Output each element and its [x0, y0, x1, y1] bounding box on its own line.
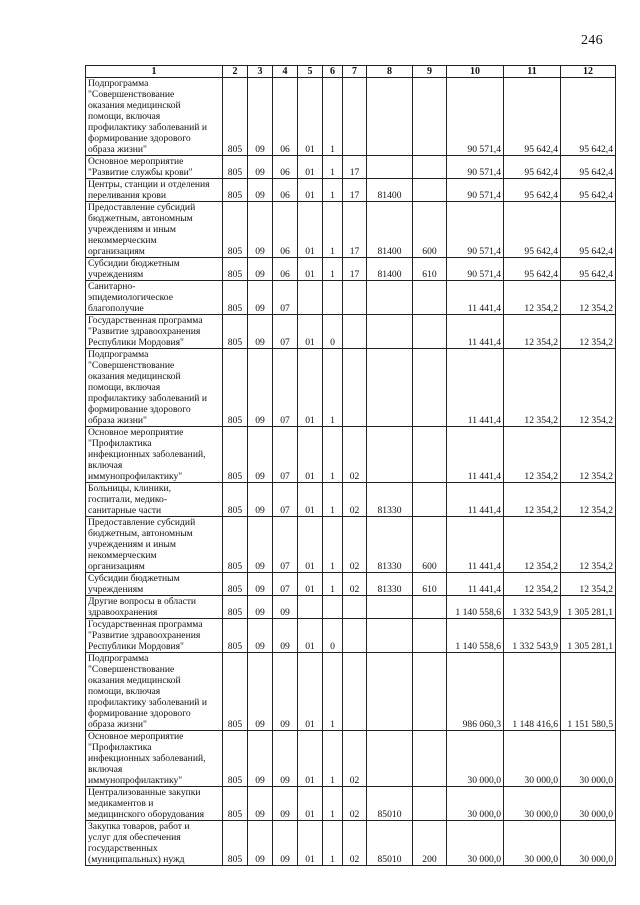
cell-c10: 11 441,4 [447, 315, 504, 349]
cell-c10: 11 441,4 [447, 483, 504, 517]
cell-c12: 12 354,2 [561, 281, 616, 315]
cell-c9: 600 [413, 517, 447, 573]
cell-c8: 81330 [367, 517, 413, 573]
cell-c4: 07 [273, 517, 298, 573]
cell-c5: 01 [298, 731, 323, 787]
cell-c8 [367, 156, 413, 179]
cell-c3: 09 [248, 202, 273, 258]
cell-c4: 06 [273, 78, 298, 156]
cell-c5: 01 [298, 156, 323, 179]
cell-c12: 30 000,0 [561, 787, 616, 821]
cell-c2: 805 [223, 483, 248, 517]
cell-c4: 09 [273, 619, 298, 653]
cell-c6: 1 [323, 483, 343, 517]
cell-c6: 1 [323, 78, 343, 156]
cell-c10: 1 140 558,6 [447, 596, 504, 619]
cell-c11: 12 354,2 [504, 483, 561, 517]
cell-c3: 09 [248, 258, 273, 281]
table-row [86, 349, 616, 427]
cell-c9: 610 [413, 573, 447, 596]
cell-c5: 01 [298, 202, 323, 258]
cell-c7: 02 [343, 483, 367, 517]
cell-c3: 09 [248, 517, 273, 573]
cell-c4: 09 [273, 821, 298, 866]
cell-c7: 17 [343, 202, 367, 258]
cell-c4: 09 [273, 731, 298, 787]
cell-c11: 12 354,2 [504, 349, 561, 427]
cell-c3: 09 [248, 483, 273, 517]
cell-c2: 805 [223, 78, 248, 156]
cell-c7 [343, 619, 367, 653]
cell-c8 [367, 653, 413, 731]
col-header: 1 [86, 66, 223, 78]
table-row [86, 653, 616, 731]
cell-c6: 0 [323, 315, 343, 349]
cell-c5 [298, 281, 323, 315]
cell-c8 [367, 731, 413, 787]
row-label: Предоставление субсидий бюджетным, автономным учреждениям и иным некоммерческим организациям [86, 202, 223, 258]
cell-c6 [323, 596, 343, 619]
cell-c4: 06 [273, 179, 298, 202]
cell-c12: 12 354,2 [561, 517, 616, 573]
budget-table [85, 65, 616, 866]
cell-c11: 30 000,0 [504, 787, 561, 821]
cell-c3: 09 [248, 315, 273, 349]
cell-c3: 09 [248, 156, 273, 179]
cell-c10: 11 441,4 [447, 517, 504, 573]
cell-c9 [413, 483, 447, 517]
table-row [86, 427, 616, 483]
cell-c3: 09 [248, 281, 273, 315]
cell-c11: 1 332 543,9 [504, 596, 561, 619]
cell-c10: 11 441,4 [447, 349, 504, 427]
table-row [86, 202, 616, 258]
cell-c12: 1 151 580,5 [561, 653, 616, 731]
cell-c10: 11 441,4 [447, 573, 504, 596]
row-label: Основное мероприятие "Профилактика инфекционных заболеваний, включая иммунопрофилактику" [86, 427, 223, 483]
cell-c8: 85010 [367, 787, 413, 821]
cell-c9 [413, 731, 447, 787]
cell-c6: 1 [323, 821, 343, 866]
cell-c3: 09 [248, 731, 273, 787]
table-row [86, 619, 616, 653]
row-label: Основное мероприятие "Профилактика инфекционных заболеваний, включая иммунопрофилактику" [86, 731, 223, 787]
cell-c7 [343, 78, 367, 156]
cell-c11: 95 642,4 [504, 78, 561, 156]
table-row [86, 821, 616, 866]
cell-c6 [323, 281, 343, 315]
cell-c9 [413, 653, 447, 731]
cell-c7 [343, 349, 367, 427]
table-row [86, 483, 616, 517]
cell-c11: 12 354,2 [504, 517, 561, 573]
cell-c6: 1 [323, 427, 343, 483]
cell-c11: 30 000,0 [504, 731, 561, 787]
cell-c7: 17 [343, 179, 367, 202]
table-row [86, 573, 616, 596]
cell-c2: 805 [223, 653, 248, 731]
cell-c4: 07 [273, 315, 298, 349]
cell-c6: 1 [323, 202, 343, 258]
cell-c2: 805 [223, 821, 248, 866]
cell-c9: 610 [413, 258, 447, 281]
cell-c4: 07 [273, 573, 298, 596]
cell-c8 [367, 349, 413, 427]
cell-c12: 12 354,2 [561, 573, 616, 596]
cell-c4: 06 [273, 258, 298, 281]
cell-c5: 01 [298, 258, 323, 281]
cell-c2: 805 [223, 315, 248, 349]
cell-c2: 805 [223, 156, 248, 179]
cell-c6: 1 [323, 653, 343, 731]
cell-c11: 95 642,4 [504, 202, 561, 258]
cell-c4: 07 [273, 349, 298, 427]
row-label: Предоставление субсидий бюджетным, автономным учреждениям и иным некоммерческим организациям [86, 517, 223, 573]
cell-c9 [413, 349, 447, 427]
table-row [86, 179, 616, 202]
cell-c10: 30 000,0 [447, 787, 504, 821]
col-header: 10 [447, 66, 504, 78]
row-label: Централизованные закупки медикаментов и медицинского оборудования [86, 787, 223, 821]
cell-c2: 805 [223, 596, 248, 619]
cell-c5: 01 [298, 517, 323, 573]
row-label: Основное мероприятие "Развитие службы крови" [86, 156, 223, 179]
cell-c5: 01 [298, 427, 323, 483]
cell-c7: 17 [343, 258, 367, 281]
cell-c5: 01 [298, 573, 323, 596]
cell-c12: 95 642,4 [561, 258, 616, 281]
cell-c5: 01 [298, 821, 323, 866]
cell-c7 [343, 653, 367, 731]
cell-c4: 07 [273, 483, 298, 517]
cell-c2: 805 [223, 573, 248, 596]
cell-c5: 01 [298, 179, 323, 202]
row-label: Центры, станции и отделения переливания крови [86, 179, 223, 202]
cell-c2: 805 [223, 258, 248, 281]
cell-c2: 805 [223, 731, 248, 787]
col-header: 7 [343, 66, 367, 78]
cell-c5: 01 [298, 787, 323, 821]
cell-c9 [413, 787, 447, 821]
cell-c11: 1 332 543,9 [504, 619, 561, 653]
cell-c11: 1 148 416,6 [504, 653, 561, 731]
cell-c11: 95 642,4 [504, 179, 561, 202]
row-label: Субсидии бюджетным учреждениям [86, 258, 223, 281]
col-header: 4 [273, 66, 298, 78]
cell-c3: 09 [248, 821, 273, 866]
cell-c10: 90 571,4 [447, 202, 504, 258]
cell-c3: 09 [248, 179, 273, 202]
cell-c12: 30 000,0 [561, 731, 616, 787]
col-header: 11 [504, 66, 561, 78]
cell-c6: 1 [323, 731, 343, 787]
cell-c7 [343, 281, 367, 315]
cell-c5 [298, 596, 323, 619]
cell-c3: 09 [248, 619, 273, 653]
cell-c12: 95 642,4 [561, 179, 616, 202]
cell-c6: 1 [323, 787, 343, 821]
cell-c9: 600 [413, 202, 447, 258]
col-header: 5 [298, 66, 323, 78]
cell-c8: 81330 [367, 483, 413, 517]
cell-c8: 81400 [367, 202, 413, 258]
cell-c12: 12 354,2 [561, 315, 616, 349]
cell-c5: 01 [298, 653, 323, 731]
cell-c10: 90 571,4 [447, 179, 504, 202]
cell-c4: 07 [273, 281, 298, 315]
cell-c7: 02 [343, 731, 367, 787]
cell-c12: 12 354,2 [561, 427, 616, 483]
row-label: Подпрограмма "Совершенствование оказания медицинской помощи, включая профилактику заболеваний и формирование здорового образа жизни" [86, 349, 223, 427]
table-row [86, 596, 616, 619]
cell-c8: 81330 [367, 573, 413, 596]
row-label: Подпрограмма "Совершенствование оказания медицинской помощи, включая профилактику заболеваний и формирование здорового образа жизни" [86, 653, 223, 731]
cell-c4: 06 [273, 202, 298, 258]
cell-c6: 1 [323, 179, 343, 202]
header-row [86, 66, 616, 78]
cell-c3: 09 [248, 787, 273, 821]
cell-c3: 09 [248, 349, 273, 427]
cell-c12: 12 354,2 [561, 349, 616, 427]
row-label: Другие вопросы в области здравоохранения [86, 596, 223, 619]
cell-c7 [343, 315, 367, 349]
cell-c7: 02 [343, 427, 367, 483]
row-label: Подпрограмма "Совершенствование оказания медицинской помощи, включая профилактику заболеваний и формирование здорового образа жизни" [86, 78, 223, 156]
col-header: 3 [248, 66, 273, 78]
cell-c2: 805 [223, 517, 248, 573]
cell-c7: 17 [343, 156, 367, 179]
cell-c11: 95 642,4 [504, 156, 561, 179]
cell-c2: 805 [223, 349, 248, 427]
table-row [86, 787, 616, 821]
cell-c5: 01 [298, 483, 323, 517]
cell-c7: 02 [343, 821, 367, 866]
cell-c10: 90 571,4 [447, 258, 504, 281]
cell-c11: 12 354,2 [504, 427, 561, 483]
cell-c10: 11 441,4 [447, 427, 504, 483]
cell-c6: 1 [323, 517, 343, 573]
cell-c9 [413, 281, 447, 315]
row-label: Закупка товаров, работ и услуг для обеспечения государственных (муниципальных) нужд [86, 821, 223, 866]
cell-c9 [413, 156, 447, 179]
cell-c2: 805 [223, 281, 248, 315]
cell-c9 [413, 315, 447, 349]
cell-c4: 09 [273, 596, 298, 619]
cell-c12: 95 642,4 [561, 156, 616, 179]
cell-c12: 1 305 281,1 [561, 596, 616, 619]
cell-c12: 95 642,4 [561, 78, 616, 156]
row-label: Больницы, клиники, госпитали, медико- санитарные части [86, 483, 223, 517]
cell-c10: 986 060,3 [447, 653, 504, 731]
table-row [86, 78, 616, 156]
cell-c5: 01 [298, 349, 323, 427]
cell-c4: 06 [273, 156, 298, 179]
table-row [86, 156, 616, 179]
cell-c10: 11 441,4 [447, 281, 504, 315]
col-header: 9 [413, 66, 447, 78]
cell-c3: 09 [248, 78, 273, 156]
cell-c8 [367, 596, 413, 619]
cell-c5: 01 [298, 315, 323, 349]
cell-c8 [367, 427, 413, 483]
cell-c8: 81400 [367, 179, 413, 202]
cell-c12: 1 305 281,1 [561, 619, 616, 653]
col-header: 12 [561, 66, 616, 78]
cell-c5: 01 [298, 619, 323, 653]
cell-c2: 805 [223, 427, 248, 483]
cell-c3: 09 [248, 573, 273, 596]
cell-c11: 12 354,2 [504, 281, 561, 315]
cell-c11: 30 000,0 [504, 821, 561, 866]
table-row [86, 315, 616, 349]
row-label: Санитарно- эпидемиологическое благополучие [86, 281, 223, 315]
cell-c11: 95 642,4 [504, 258, 561, 281]
cell-c9 [413, 619, 447, 653]
cell-c6: 1 [323, 349, 343, 427]
cell-c10: 30 000,0 [447, 731, 504, 787]
cell-c8: 85010 [367, 821, 413, 866]
cell-c6: 0 [323, 619, 343, 653]
cell-c12: 95 642,4 [561, 202, 616, 258]
cell-c7: 02 [343, 517, 367, 573]
cell-c3: 09 [248, 427, 273, 483]
cell-c10: 1 140 558,6 [447, 619, 504, 653]
cell-c6: 1 [323, 573, 343, 596]
cell-c9 [413, 596, 447, 619]
cell-c6: 1 [323, 156, 343, 179]
cell-c8 [367, 281, 413, 315]
cell-c9 [413, 78, 447, 156]
cell-c7 [343, 596, 367, 619]
page-number: 246 [581, 33, 603, 48]
cell-c7: 02 [343, 787, 367, 821]
table-row [86, 517, 616, 573]
cell-c10: 90 571,4 [447, 156, 504, 179]
cell-c4: 09 [273, 787, 298, 821]
row-label: Государственная программа "Развитие здравоохранения Республики Мордовия" [86, 315, 223, 349]
row-label: Субсидии бюджетным учреждениям [86, 573, 223, 596]
cell-c11: 12 354,2 [504, 315, 561, 349]
cell-c2: 805 [223, 202, 248, 258]
cell-c2: 805 [223, 787, 248, 821]
table-row [86, 731, 616, 787]
cell-c9 [413, 179, 447, 202]
cell-c10: 30 000,0 [447, 821, 504, 866]
cell-c3: 09 [248, 653, 273, 731]
cell-c12: 30 000,0 [561, 821, 616, 866]
cell-c8: 81400 [367, 258, 413, 281]
cell-c2: 805 [223, 179, 248, 202]
cell-c4: 09 [273, 653, 298, 731]
cell-c8 [367, 619, 413, 653]
cell-c4: 07 [273, 427, 298, 483]
cell-c12: 12 354,2 [561, 483, 616, 517]
table-row [86, 258, 616, 281]
table-body [86, 78, 616, 866]
cell-c7: 02 [343, 573, 367, 596]
col-header: 6 [323, 66, 343, 78]
cell-c6: 1 [323, 258, 343, 281]
cell-c10: 90 571,4 [447, 78, 504, 156]
cell-c8 [367, 78, 413, 156]
table-row [86, 281, 616, 315]
col-header: 8 [367, 66, 413, 78]
cell-c11: 12 354,2 [504, 573, 561, 596]
row-label: Государственная программа "Развитие здравоохранения Республики Мордовия" [86, 619, 223, 653]
cell-c9 [413, 427, 447, 483]
cell-c5: 01 [298, 78, 323, 156]
cell-c9: 200 [413, 821, 447, 866]
col-header: 2 [223, 66, 248, 78]
cell-c3: 09 [248, 596, 273, 619]
cell-c8 [367, 315, 413, 349]
cell-c2: 805 [223, 619, 248, 653]
